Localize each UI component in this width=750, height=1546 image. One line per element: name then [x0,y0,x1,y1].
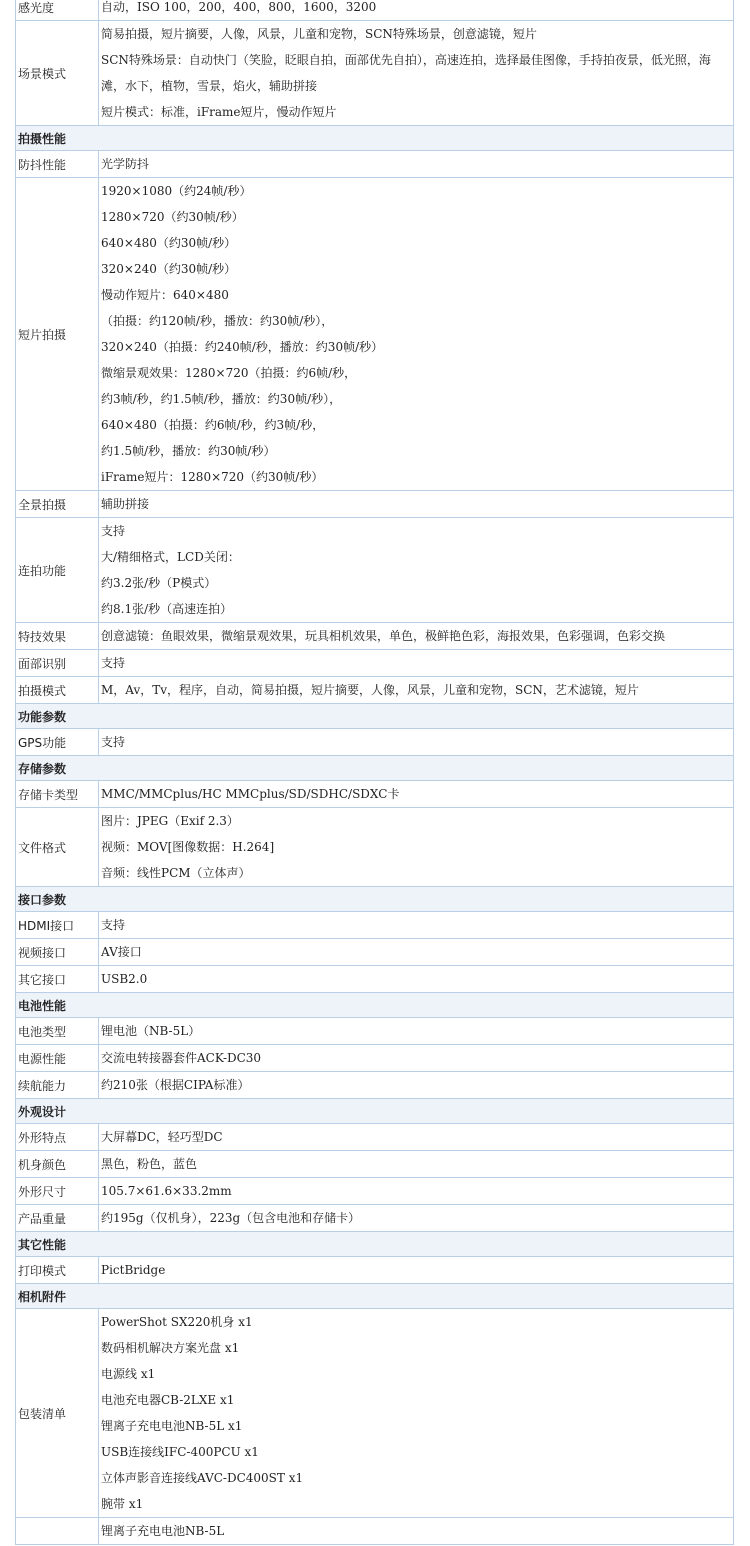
section-title: 存储参数 [16,756,734,781]
spec-value [99,1518,734,1545]
spec-value-line: 支持 [101,524,126,538]
spec-value-line: 约195g（仅机身），223g（包含电池和存储卡） [101,1211,361,1225]
spec-row [16,729,734,756]
spec-row [16,912,734,939]
spec-value [99,1205,734,1232]
spec-value [99,808,734,887]
spec-label: 外形尺寸 [16,1178,99,1205]
spec-value-line: 锂离子充电电池NB-5L [101,1524,225,1538]
spec-label: 拍摄模式 [16,677,99,704]
spec-value-line: 640×480（约30帧/秒） [101,236,237,250]
spec-row [16,1124,734,1151]
spec-row [16,518,734,623]
spec-label: 打印模式 [16,1257,99,1284]
spec-value-line: 大屏幕DC，轻巧型DC [101,1130,223,1144]
spec-value-line: 支持 [101,735,126,749]
spec-value-line: SCN特殊场景：自动快门（笑脸，眨眼自拍，面部优先自拍），高速连拍，选择最佳图像，手持拍夜景，低光照，海滩，水下，植物，雪景，焰火，辅助拼接 [101,53,711,93]
spec-label: HDMI接口 [16,912,99,939]
spec-value-line: 立体声影音连接线AVC-DC400ST x1 [101,1471,304,1485]
spec-label: 存储卡类型 [16,781,99,808]
spec-label: 连拍功能 [16,518,99,623]
spec-value [99,151,734,178]
spec-label: 电池类型 [16,1018,99,1045]
spec-row [16,1045,734,1072]
spec-value-line: 音频：线性PCM（立体声） [101,866,251,880]
spec-value-line: USB连接线IFC-400PCU x1 [101,1445,259,1459]
spec-row [16,1178,734,1205]
spec-value-line: 320×240（拍摄：约240帧/秒，播放：约30帧/秒） [101,340,384,354]
spec-value-line: 创意滤镜：鱼眼效果，微缩景观效果，玩具相机效果，单色，极鲜艳色彩，海报效果，色彩强调，色彩交换 [101,629,666,643]
spec-value-line: PictBridge [101,1263,166,1277]
spec-value-line: iFrame短片：1280×720（约30帧/秒） [101,470,324,484]
section-header-row [16,126,734,151]
spec-label: 其它接口 [16,966,99,993]
spec-table [15,0,734,1545]
spec-value-line: 数码相机解决方案光盘 x1 [101,1341,240,1355]
spec-row [16,623,734,650]
spec-value [99,0,734,21]
spec-row [16,178,734,491]
spec-row [16,781,734,808]
spec-label: 感光度 [16,0,99,21]
spec-value [99,677,734,704]
spec-value-line: 约3.2张/秒（P模式） [101,576,217,590]
spec-label: 防抖性能 [16,151,99,178]
spec-label: 外形特点 [16,1124,99,1151]
spec-value-line: 慢动作短片：640×480 [101,288,229,302]
spec-value-line: 自动，ISO 100，200，400，800，1600，3200 [101,0,377,14]
spec-value [99,966,734,993]
spec-row [16,677,734,704]
spec-label: 机身颜色 [16,1151,99,1178]
spec-value-line: 约8.1张/秒（高速连拍） [101,602,233,616]
section-title: 其它性能 [16,1232,734,1257]
section-title: 接口参数 [16,887,734,912]
spec-value-line: 简易拍摄，短片摘要，人像，风景，儿童和宠物，SCN特殊场景，创意滤镜，短片 [101,27,537,41]
spec-row [16,1151,734,1178]
spec-label: 包装清单 [16,1309,99,1518]
spec-value-line: 105.7×61.6×33.2mm [101,1184,232,1198]
section-header-row [16,887,734,912]
spec-value [99,518,734,623]
spec-label [16,1518,99,1545]
spec-label: 场景模式 [16,21,99,126]
spec-value-line: PowerShot SX220机身 x1 [101,1315,253,1329]
spec-value-line: 约210张（根据CIPA标准） [101,1078,250,1092]
spec-value [99,623,734,650]
spec-row [16,1257,734,1284]
spec-row [16,1018,734,1045]
spec-label: 视频接口 [16,939,99,966]
spec-value-line: USB2.0 [101,972,148,986]
section-title: 外观设计 [16,1099,734,1124]
spec-value [99,1124,734,1151]
spec-row [16,1309,734,1518]
spec-value-line: MMC/MMCplus/HC MMCplus/SD/SDHC/SDXC卡 [101,787,400,801]
section-header-row [16,756,734,781]
spec-row [16,1518,734,1545]
spec-row [16,966,734,993]
spec-value-line: 视频：MOV[图像数据：H.264] [101,840,275,854]
spec-value-line: 约1.5帧/秒，播放：约30帧/秒） [101,444,276,458]
spec-value [99,912,734,939]
spec-label: 面部识别 [16,650,99,677]
spec-value-line: 锂离子充电电池NB-5L x1 [101,1419,243,1433]
spec-row [16,1205,734,1232]
spec-row [16,650,734,677]
spec-value-line: 支持 [101,656,126,670]
spec-label: 电源性能 [16,1045,99,1072]
spec-row [16,21,734,126]
spec-value-line: 1280×720（约30帧/秒） [101,210,244,224]
spec-label: 特技效果 [16,623,99,650]
spec-row [16,0,734,21]
section-header-row [16,1284,734,1309]
spec-label: 文件格式 [16,808,99,887]
spec-value-line: 图片：JPEG（Exif 2.3） [101,814,239,828]
spec-value [99,1309,734,1518]
spec-row [16,151,734,178]
spec-value-line: 腕带 x1 [101,1497,144,1511]
spec-label: 产品重量 [16,1205,99,1232]
spec-row [16,1072,734,1099]
spec-value-line: 辅助拼接 [101,497,150,511]
spec-label: 短片拍摄 [16,178,99,491]
spec-value-line: 光学防抖 [101,157,150,171]
spec-value-line: 约3帧/秒，约1.5帧/秒，播放：约30帧/秒）， [101,392,342,406]
spec-value [99,1072,734,1099]
section-header-row [16,993,734,1018]
spec-value [99,491,734,518]
spec-value-line: 320×240（约30帧/秒） [101,262,237,276]
spec-value-line: 微缩景观效果：1280×720（拍摄：约6帧/秒， [101,366,357,380]
section-title: 电池性能 [16,993,734,1018]
spec-value-line: 电源线 x1 [101,1367,156,1381]
spec-value [99,729,734,756]
spec-value [99,178,734,491]
spec-value-line: 大/精细格式，LCD关闭： [101,550,240,564]
spec-value [99,1257,734,1284]
section-title: 拍摄性能 [16,126,734,151]
spec-value-line: 支持 [101,918,126,932]
section-header-row [16,704,734,729]
spec-value [99,1045,734,1072]
spec-value-line: 640×480（拍摄：约6帧/秒，约3帧/秒， [101,418,325,432]
spec-value-line: 1920×1080（约24帧/秒） [101,184,252,198]
section-header-row [16,1232,734,1257]
section-header-row [16,1099,734,1124]
section-title: 相机附件 [16,1284,734,1309]
spec-value [99,21,734,126]
spec-value [99,1178,734,1205]
spec-label: GPS功能 [16,729,99,756]
spec-value [99,939,734,966]
spec-value [99,781,734,808]
spec-value-line: 交流电转接器套件ACK-DC30 [101,1051,262,1065]
spec-value-line: 电池充电器CB-2LXE x1 [101,1393,235,1407]
spec-table-body [16,0,734,1545]
spec-row [16,491,734,518]
spec-value-line: AV接口 [101,945,142,959]
spec-value [99,1018,734,1045]
section-title: 功能参数 [16,704,734,729]
spec-row [16,808,734,887]
spec-label: 全景拍摄 [16,491,99,518]
spec-value-line: 黑色，粉色，蓝色 [101,1157,198,1171]
spec-value-line: （拍摄：约120帧/秒，播放：约30帧/秒）， [101,314,334,328]
spec-row [16,939,734,966]
spec-value [99,1151,734,1178]
spec-value-line: 短片模式：标准，iFrame短片，慢动作短片 [101,105,337,119]
spec-label: 续航能力 [16,1072,99,1099]
spec-value [99,650,734,677]
spec-value-line: 锂电池（NB-5L） [101,1024,201,1038]
spec-value-line: M，Av，Tv，程序，自动，简易拍摄，短片摘要，人像，风景，儿童和宠物，SCN，艺术滤镜，短片 [101,683,639,697]
